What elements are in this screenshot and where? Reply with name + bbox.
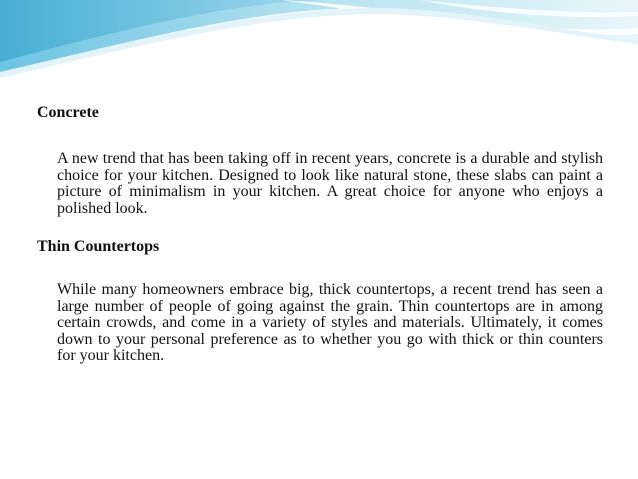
section-body-thin-countertops: While many homeowners embrace big, thick countertops, a recent trend has seen a large number of people of going against the grain. Thin countertops are in among certain crowds, and come in a variety of styles and materials. Ultimately, it comes down to your personal preference as to whether you go with thick or thin counters for your kitchen. [57, 281, 603, 364]
slide-content [37, 103, 603, 365]
section-body-concrete: A new trend that has been taking off in recent years, concrete is a durable and stylish choice for your kitchen. Designed to look like natural stone, these slabs can paint a picture of minimalism in your kitchen. A great choice for anyone who enjoys a polished look. [57, 150, 603, 217]
section-heading-thin-countertops: Thin Countertops [37, 238, 160, 255]
section-heading-concrete: Concrete [37, 104, 99, 121]
header-wave-decoration [0, 0, 638, 80]
